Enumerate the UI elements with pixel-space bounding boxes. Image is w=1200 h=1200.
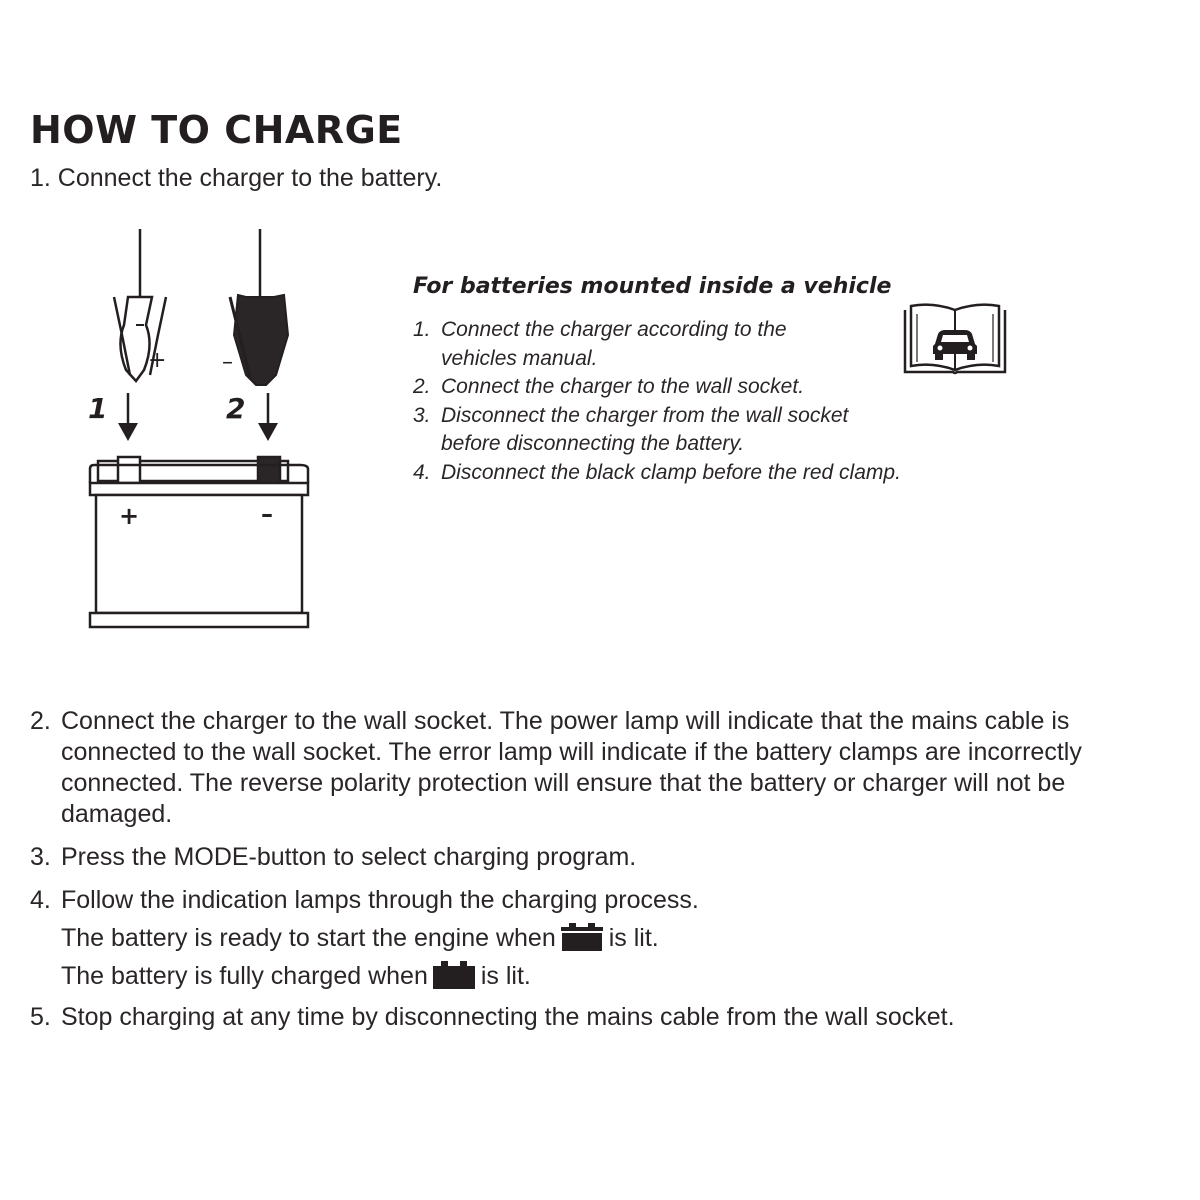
step-1-text: 1. Connect the charger to the battery.	[30, 164, 443, 192]
battery-partial-charge-icon	[561, 923, 603, 951]
list-item-number: 2.	[30, 707, 51, 735]
terminal-plus-label: +	[119, 502, 140, 530]
page-title: HOW TO CHARGE	[30, 108, 403, 152]
list-item-text: Connect the charger according to the vehicles manual.	[441, 318, 787, 370]
arrow-down-icon	[258, 393, 278, 441]
list-item	[30, 706, 1150, 830]
clamp-1-number: 1	[88, 392, 108, 425]
list-item	[30, 1002, 1150, 1033]
list-item	[30, 842, 1150, 873]
list-item	[413, 402, 913, 459]
list-item-number: 4.	[413, 460, 431, 484]
list-item-text: Press the MODE-button to select charging program.	[61, 843, 637, 871]
battery-icon	[90, 457, 308, 627]
charging-steps-list	[30, 706, 1150, 1033]
vehicle-section-heading: For batteries mounted inside a vehicle	[413, 274, 892, 299]
list-item-text: Disconnect the charger from the wall socket before disconnecting the battery.	[441, 403, 849, 455]
list-item-text: Connect the charger to the wall socket. The power lamp will indicate that the mains cable is connected to the wall socket. The error lamp will indicate if the battery clamps are incorrectly connected. The reverse polarity protection will ensure that the battery or charger will not be damaged.	[61, 707, 1082, 828]
fully-charged-line	[61, 960, 1150, 992]
list-item-number: 3.	[30, 843, 51, 871]
list-item-number: 3.	[413, 403, 431, 427]
list-item-text: Follow the indication lamps through the charging process.	[61, 886, 699, 914]
list-item-number: 2.	[413, 375, 431, 398]
ready-text-after: is lit.	[608, 924, 659, 952]
list-item-number: 5.	[30, 1003, 51, 1031]
ready-text-before: The battery is ready to start the engine when	[61, 924, 556, 952]
list-item-text: Disconnect the black clamp before the red clamp.	[441, 460, 901, 484]
vehicle-manual-book-icon	[903, 300, 1007, 376]
clamp-2-number: 2	[226, 392, 246, 425]
black-clamp-icon	[230, 229, 288, 385]
battery-full-charge-icon	[433, 961, 475, 989]
list-item	[413, 316, 913, 373]
clamp-1-sign: +	[148, 348, 167, 373]
list-item-text: Stop charging at any time by disconnecting the mains cable from the wall socket.	[61, 1003, 955, 1031]
list-item-number: 1.	[413, 318, 431, 341]
full-text-before: The battery is fully charged when	[61, 962, 428, 990]
vehicle-steps-list	[413, 316, 913, 487]
battery-connection-diagram	[70, 225, 330, 635]
terminal-minus-label: –	[261, 500, 273, 528]
arrow-down-icon	[118, 393, 138, 441]
list-item	[30, 885, 1150, 992]
list-item	[413, 373, 913, 402]
vehicle-mounted-section	[413, 270, 1033, 530]
list-item-text: Connect the charger to the wall socket.	[441, 375, 805, 398]
list-item	[413, 459, 913, 488]
ready-to-start-line	[61, 922, 1150, 954]
full-text-after: is lit.	[480, 962, 531, 990]
clamp-2-sign: –	[222, 350, 233, 375]
list-item-number: 4.	[30, 886, 51, 914]
